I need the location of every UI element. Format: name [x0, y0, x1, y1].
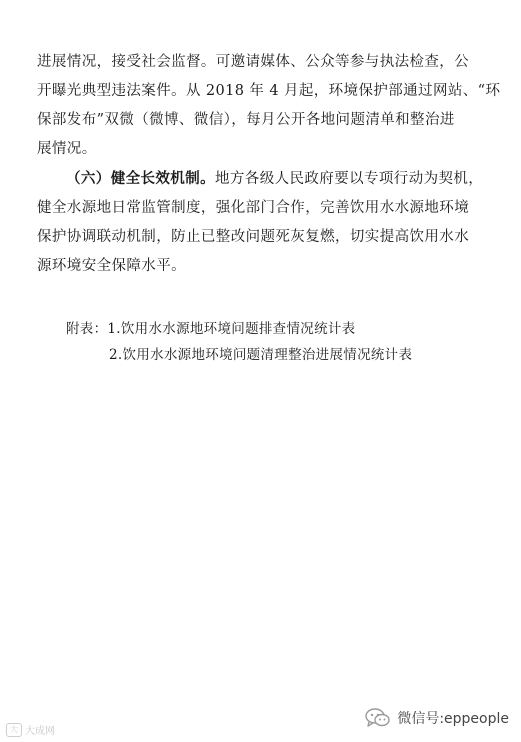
watermark-left — [6, 722, 55, 737]
attachment-item-2: 2.饮用水水源地环境问题清理整治进展情况统计表 — [109, 347, 413, 363]
text-line — [37, 165, 489, 194]
attachment-item-1: 附表：1.饮用水水源地环境问题排查情况统计表 — [66, 321, 356, 337]
text-line: 源环境安全保障水平。 — [37, 258, 186, 274]
text-line: 展情况。 — [37, 141, 97, 157]
section-heading: （六）健全长效机制。 — [66, 171, 215, 187]
text-line: 进展情况，接受社会监督。可邀请媒体、公众等参与执法检查，公 — [37, 54, 470, 70]
watermark-account-text: 微信号:eppeople — [397, 711, 509, 727]
text-line: 开曝光典型违法案件。从 2018 年 4 月起，环境保护部通过网站、“环 — [37, 83, 501, 99]
watermark-logo-icon: 大 — [6, 723, 22, 737]
watermark-right — [365, 708, 509, 728]
watermark-left-text: 大成网 — [25, 726, 55, 737]
text-line: 保护协调联动机制，防止已整改问题死灰复燃，切实提高饮用水水 — [37, 229, 470, 245]
text-fragment: 地方各级人民政府要以专项行动为契机， — [215, 171, 484, 187]
text-line: 保部发布”双微（微博、微信），每月公开各地问题清单和整治进 — [37, 112, 455, 128]
wechat-icon — [365, 708, 391, 728]
paragraph-disclosure — [37, 48, 501, 164]
paragraph-long-term-mechanism — [37, 165, 489, 281]
text-line: 健全水源地日常监管制度，强化部门合作，完善饮用水水源地环境 — [37, 200, 470, 216]
